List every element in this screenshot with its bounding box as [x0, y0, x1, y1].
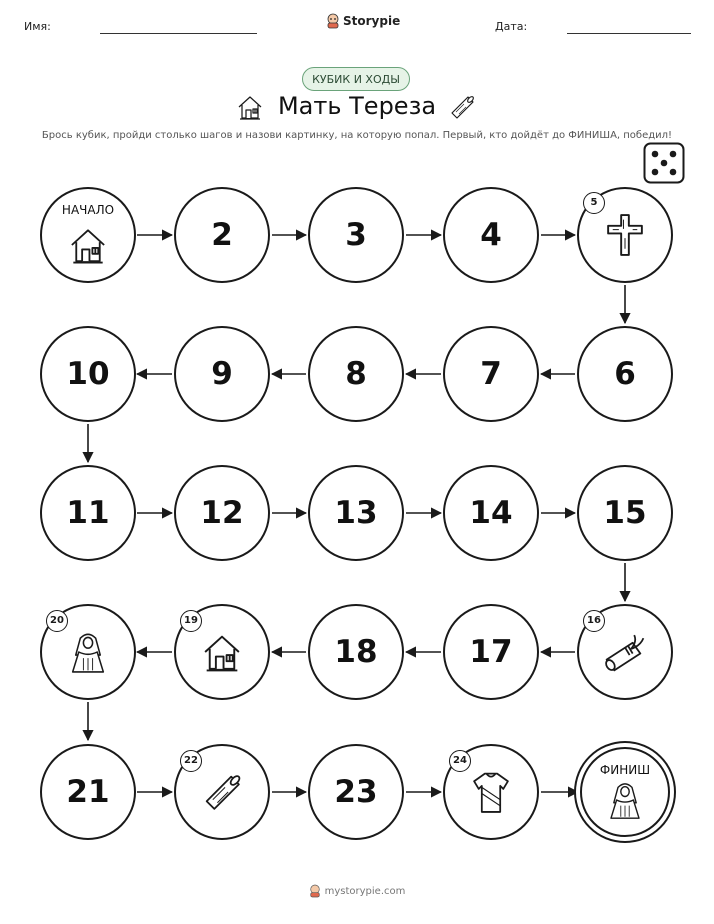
scroll-icon — [602, 629, 648, 675]
board-cell-21[interactable] — [40, 744, 136, 840]
cross-icon — [602, 212, 648, 258]
nun-icon — [65, 629, 111, 675]
board-cell-6[interactable] — [577, 326, 673, 422]
brand-name: Storypie — [343, 14, 401, 28]
cell-number: 18 — [334, 634, 378, 670]
cell-number: 4 — [480, 217, 502, 253]
board-cell-3[interactable] — [308, 187, 404, 283]
cell-badge-16: 16 — [583, 610, 605, 632]
board-cell-7[interactable] — [443, 326, 539, 422]
house-icon — [199, 629, 245, 675]
board-cell-10[interactable] — [40, 326, 136, 422]
cell-badge-22: 22 — [180, 750, 202, 772]
board-cell-12[interactable] — [174, 465, 270, 561]
board-cell-23[interactable] — [308, 744, 404, 840]
cell-badge-19: 19 — [180, 610, 202, 632]
cell-number: 9 — [211, 356, 233, 392]
cell-number: 12 — [200, 495, 244, 531]
robe-icon — [468, 769, 514, 815]
footer — [0, 884, 714, 898]
board-cell-finish[interactable] — [580, 747, 670, 837]
name-label: Имя: — [24, 20, 51, 33]
board-cell-15[interactable] — [577, 465, 673, 561]
cell-badge-24: 24 — [449, 750, 471, 772]
storypie-mascot-icon — [309, 884, 321, 898]
cell-number: 2 — [211, 217, 233, 253]
log-icon — [199, 769, 245, 815]
cell-number: 17 — [469, 634, 513, 670]
board-cell-18[interactable] — [308, 604, 404, 700]
house-icon — [66, 223, 110, 267]
cell-badge-5: 5 — [583, 192, 605, 214]
cell-number: 13 — [334, 495, 378, 531]
start-label: НАЧАЛО — [61, 203, 115, 217]
board-cell-9[interactable] — [174, 326, 270, 422]
board-cell-14[interactable] — [443, 465, 539, 561]
page-title: Мать Тереза — [277, 92, 437, 120]
cell-number: 23 — [334, 774, 378, 810]
board-cell-4[interactable] — [443, 187, 539, 283]
cell-number: 6 — [614, 356, 636, 392]
footer-url[interactable]: mystorypie.com — [324, 885, 406, 897]
board-cell-start[interactable] — [40, 187, 136, 283]
instructions: Брось кубик, пройди столько шагов и назови картинку, на которую попал. Первый, кто дойдёт до ФИНИША, победил! — [41, 130, 673, 141]
cell-badge-20: 20 — [46, 610, 68, 632]
cell-number: 8 — [345, 356, 367, 392]
date-label: Дата: — [495, 20, 528, 33]
nun-icon — [604, 779, 646, 821]
cell-number: 11 — [66, 495, 110, 531]
cell-number: 15 — [603, 495, 647, 531]
cell-number: 3 — [345, 217, 367, 253]
game-type-badge: КУБИК И ХОДЫ — [302, 67, 410, 91]
board-cell-11[interactable] — [40, 465, 136, 561]
cell-number: 7 — [480, 356, 502, 392]
cell-number: 21 — [66, 774, 110, 810]
board-cell-17[interactable] — [443, 604, 539, 700]
cell-number: 14 — [469, 495, 513, 531]
board-cell-8[interactable] — [308, 326, 404, 422]
cell-number: 10 — [66, 356, 110, 392]
finish-label: ФИНИШ — [599, 763, 651, 777]
board-cell-2[interactable] — [174, 187, 270, 283]
board-cell-13[interactable] — [308, 465, 404, 561]
